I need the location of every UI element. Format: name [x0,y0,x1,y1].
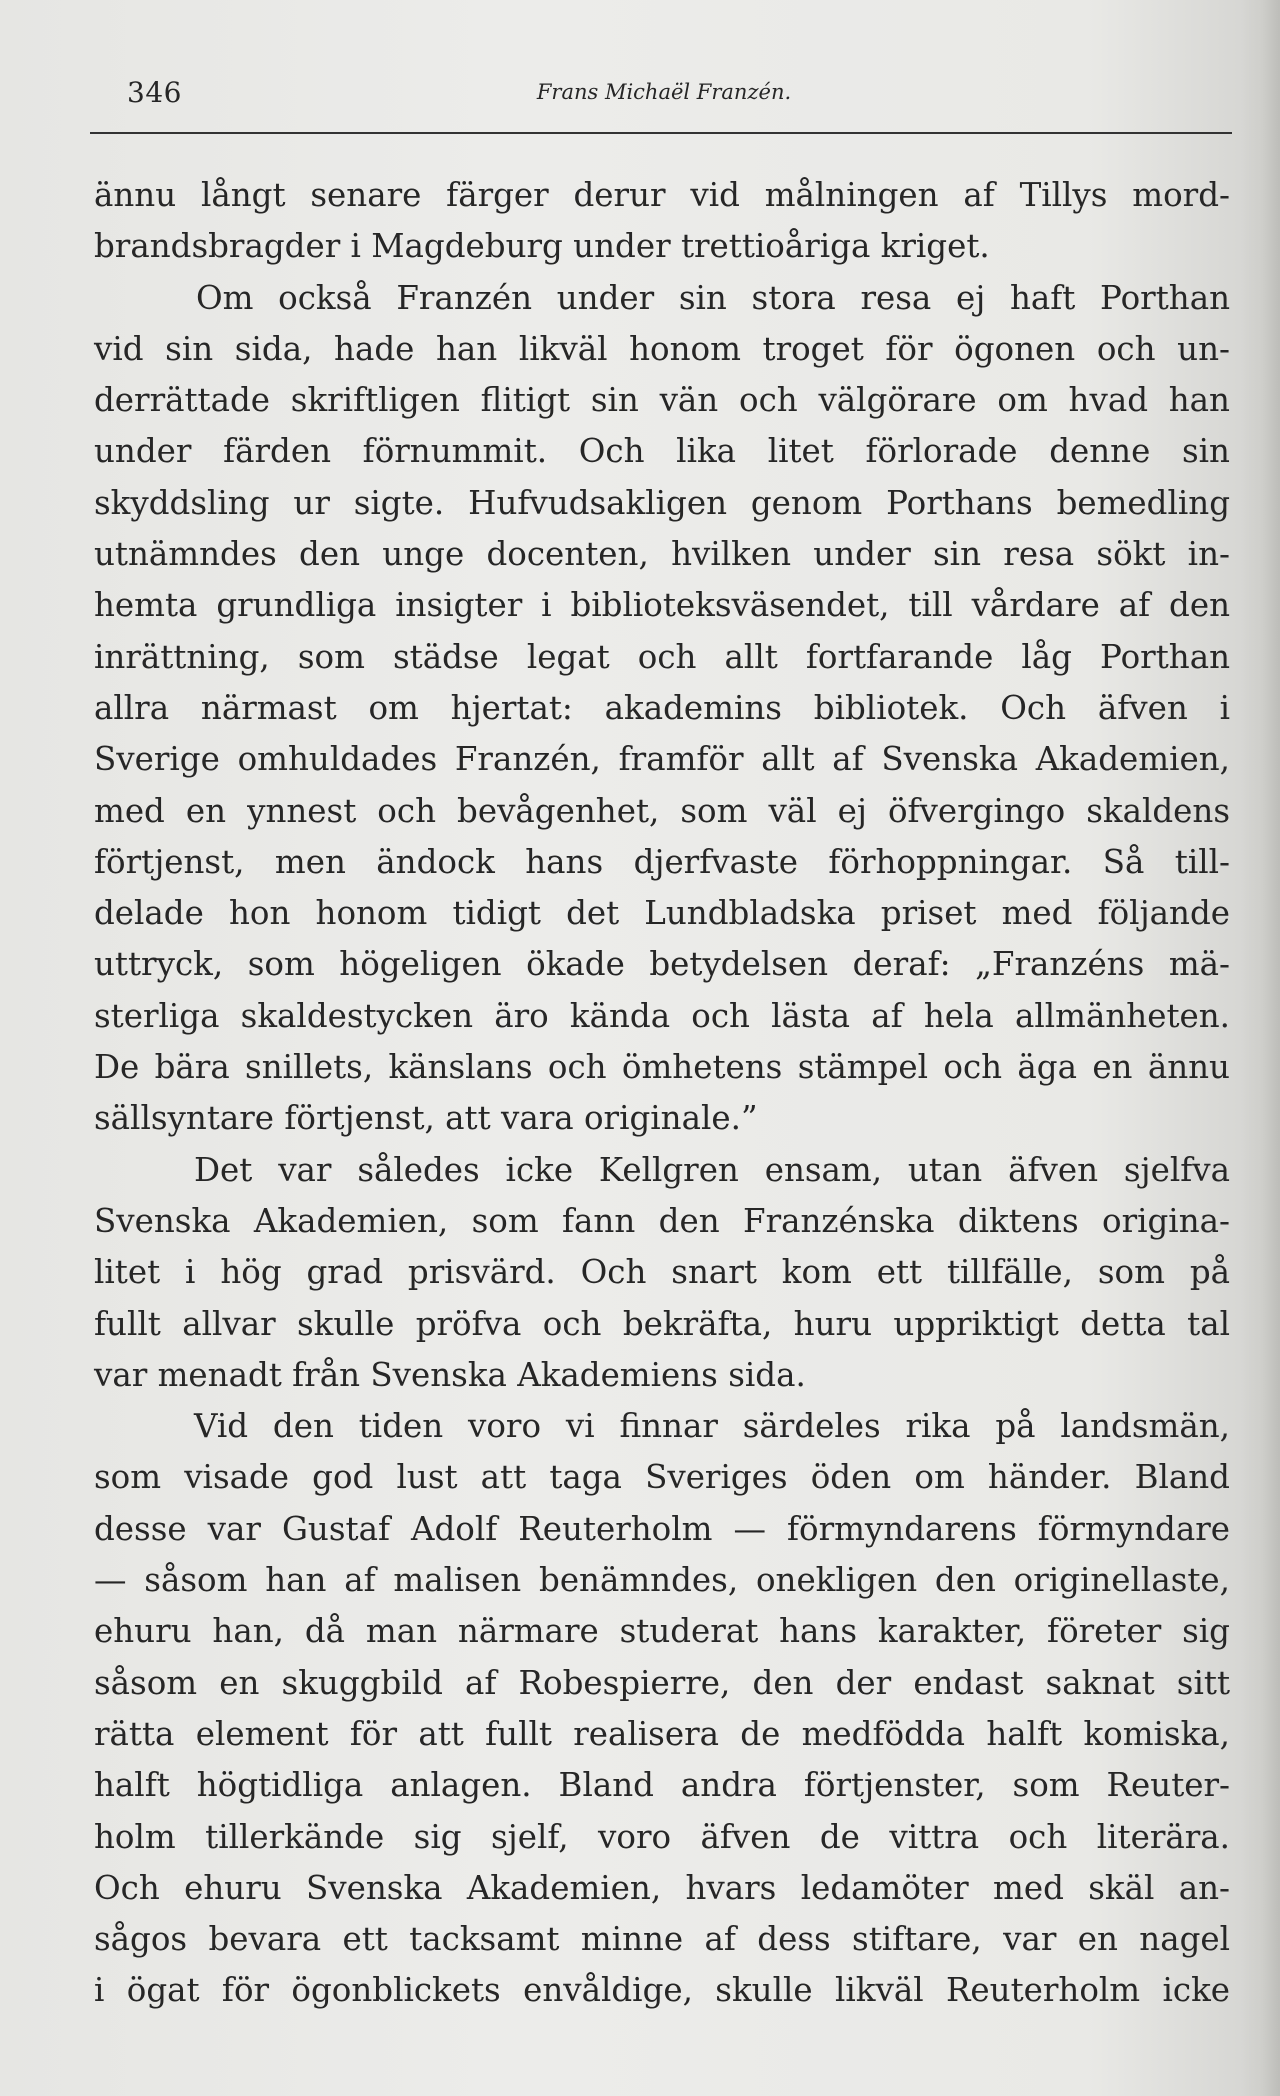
body-text [94,170,1230,2017]
text-line: De bära snillets, känslans och ömhetens stämpel och äga en ännu [94,1048,1230,1087]
text-line: fullt allvar skulle pröfva och bekräfta, huru uppriktigt detta tal [94,1304,1230,1343]
text-line: i ögat för ögonblickets envåldige, skulle likväl Reuterholm icke [94,1971,1230,2010]
text-line: ehuru han, då man närmare studerat hans karakter, företer sig [94,1612,1230,1651]
text-line: halft högtidliga anlagen. Bland andra förtjenster, som Reuter- [94,1766,1230,1805]
text-line: skyddsling ur sigte. Hufvudsakligen genom Porthans bemedling [94,483,1230,522]
text-line: förtjenst, men ändock hans djerfvaste förhoppningar. Så till- [94,842,1230,881]
text-line: Vid den tiden voro vi finnar särdeles rika på landsmän, [194,1407,1230,1446]
text-line: allra närmast om hjertat: akademins bibliotek. Och äfven i [94,688,1230,727]
text-line: under färden förnummit. Och lika litet förlorade denne sin [94,432,1230,471]
text-line: inrättning, som städse legat och allt fortfarande låg Porthan [94,637,1230,676]
text-line: Och ehuru Svenska Akademien, hvars ledamöter med skäl an- [94,1868,1230,1907]
text-line: — såsom han af malisen benämndes, onekligen den originellaste, [94,1561,1230,1600]
text-line: rätta element för att fullt realisera de medfödda halft komiska, [94,1714,1230,1753]
text-line: hemta grundliga insigter i biblioteksväsendet, till vårdare af den [94,586,1230,625]
text-line: sällsyntare förtjenst, att vara originale.” [94,1099,758,1138]
text-line: var menadt från Svenska Akademiens sida. [94,1355,806,1394]
page-header [97,72,1231,118]
header-rule [90,132,1232,134]
text-line: Det var således icke Kellgren ensam, utan äfven sjelfva [194,1150,1230,1189]
text-line: holm tillerkände sig sjelf, voro äfven de vittra och literära. [94,1817,1230,1856]
text-line: brandsbragder i Magdeburg under trettioåriga kriget. [94,227,990,266]
text-line: litet i hög grad prisvärd. Och snart kom ett tillfälle, som på [94,1253,1230,1292]
text-line: derrättade skriftligen flitigt sin vän och välgörare om hvad han [94,381,1230,420]
text-line: ännu långt senare färger derur vid målningen af Tillys mord- [94,176,1230,214]
running-title: Frans Michaël Franzén. [536,80,792,104]
text-line: delade hon honom tidigt det Lundbladska priset med följande [94,894,1230,933]
page-edge-shadow [1242,0,1280,2096]
text-line: Svenska Akademien, som fann den Franzénska diktens origina- [94,1201,1230,1240]
text-line: utnämndes den unge docenten, hvilken under sin resa sökt in- [94,535,1230,574]
text-line: uttryck, som högeligen ökade betydelsen deraf: „Franzéns mä- [94,945,1230,984]
text-line: Om också Franzén under sin stora resa ej haft Porthan [196,278,1230,317]
text-line: sågos bevara ett tacksamt minne af dess stiftare, var en nagel [94,1920,1230,1959]
text-line: såsom en skuggbild af Robespierre, den der endast saknat sitt [94,1663,1230,1702]
text-line: med en ynnest och bevågenhet, som väl ej öfvergingo skaldens [94,791,1230,830]
text-line: sterliga skaldestycken äro kända och lästa af hela allmänheten. [94,996,1230,1035]
text-line: vid sin sida, hade han likväl honom troget för ögonen och un- [94,329,1230,368]
page-number: 346 [127,76,182,109]
text-line: desse var Gustaf Adolf Reuterholm — förmyndarens förmyndare [94,1509,1230,1548]
text-line: som visade god lust att taga Sveriges öden om händer. Bland [94,1458,1230,1497]
text-line: Sverige omhuldades Franzén, framför allt af Svenska Akademien, [94,740,1230,779]
